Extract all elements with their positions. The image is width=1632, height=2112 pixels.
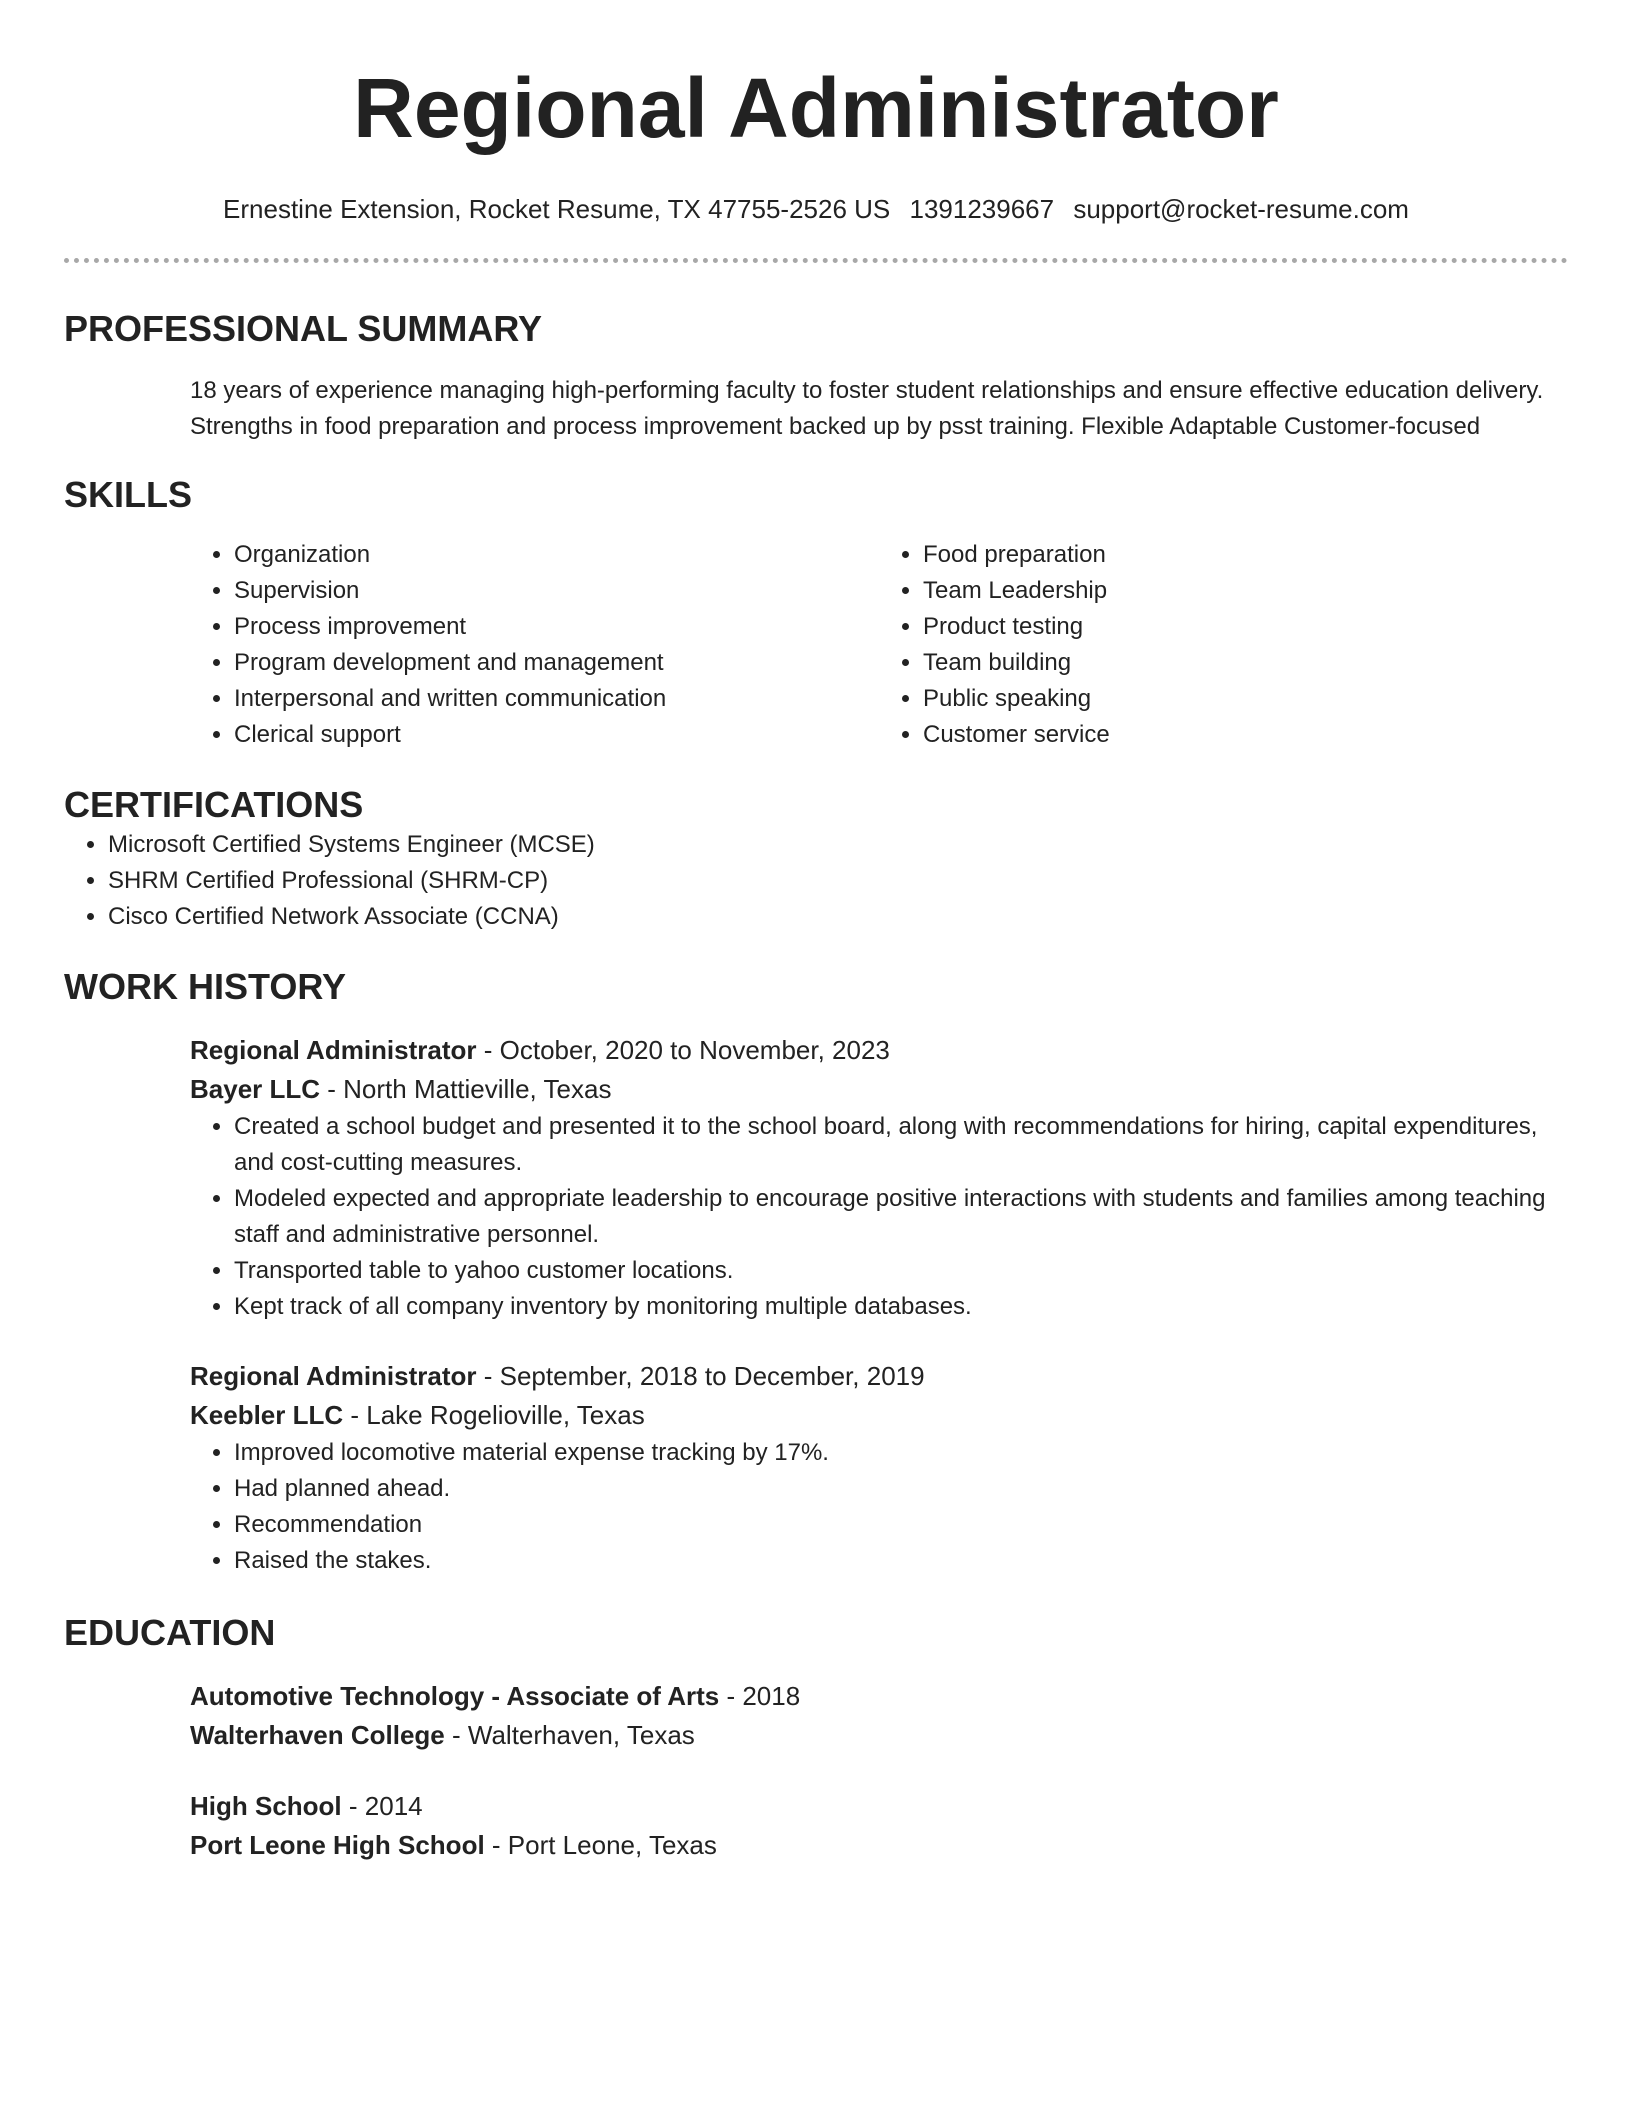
- work-history-heading: WORK HISTORY: [64, 966, 347, 1007]
- job-entry: [190, 1031, 1568, 1325]
- resume-title: Regional Administrator: [353, 61, 1279, 155]
- education-school-line: [190, 1716, 1568, 1755]
- job-bullet: • Recommendation: [234, 1507, 1568, 1543]
- skill-item: • Team building: [923, 645, 1568, 681]
- certifications-list: [64, 827, 1568, 935]
- skill-item: • Product testing: [923, 609, 1568, 645]
- job-company-line: [190, 1070, 1568, 1109]
- certification-item: • Microsoft Certified Systems Engineer (MCSE): [108, 827, 1568, 863]
- education-degree: High School: [190, 1791, 342, 1821]
- job-bullet-list: [190, 1435, 1568, 1579]
- education-year: - 2014: [341, 1791, 423, 1821]
- education-school-line: [190, 1826, 1568, 1865]
- skill-item: • Interpersonal and written communication: [234, 681, 879, 717]
- skill-item: • Organization: [234, 537, 879, 573]
- education-entry: [190, 1787, 1568, 1865]
- skills-heading: SKILLS: [64, 474, 193, 515]
- skill-item: • Process improvement: [234, 609, 879, 645]
- job-title-line: [190, 1031, 1568, 1070]
- certification-item: • Cisco Certified Network Associate (CCNA): [108, 899, 1568, 935]
- education-location: - Walterhaven, Texas: [444, 1720, 695, 1750]
- job-location: - Lake Rogelioville, Texas: [343, 1400, 645, 1430]
- education-school: Port Leone High School: [190, 1830, 485, 1860]
- job-bullet: • Improved locomotive material expense tracking by 17%.: [234, 1435, 1568, 1471]
- education-school: Walterhaven College: [190, 1720, 445, 1750]
- job-dates: - October, 2020 to November, 2023: [476, 1035, 890, 1065]
- job-title: Regional Administrator: [190, 1361, 477, 1391]
- resume-page: [64, 0, 1568, 1865]
- contact-line: [64, 192, 1568, 226]
- job-entry: [190, 1357, 1568, 1579]
- job-bullet-list: [190, 1109, 1568, 1325]
- education-degree: Automotive Technology - Associate of Arts: [190, 1681, 720, 1711]
- skill-item: • Customer service: [923, 717, 1568, 753]
- job-bullet: • Had planned ahead.: [234, 1471, 1568, 1507]
- job-company: Bayer LLC: [190, 1074, 321, 1104]
- education-heading: EDUCATION: [64, 1612, 276, 1653]
- contact-phone: 1391239667: [909, 194, 1055, 224]
- skills-list-right: [879, 537, 1568, 753]
- education-location: - Port Leone, Texas: [484, 1830, 717, 1860]
- skill-item: • Team Leadership: [923, 573, 1568, 609]
- job-bullet: • Raised the stakes.: [234, 1543, 1568, 1579]
- skills-list-left: [190, 537, 879, 753]
- skill-item: • Public speaking: [923, 681, 1568, 717]
- contact-email[interactable]: support@rocket-resume.com: [1073, 194, 1409, 224]
- skills-grid: [190, 537, 1568, 753]
- job-bullet: • Kept track of all company inventory by monitoring multiple databases.: [234, 1289, 1568, 1325]
- job-location: - North Mattieville, Texas: [320, 1074, 612, 1104]
- certification-item: • SHRM Certified Professional (SHRM-CP): [108, 863, 1568, 899]
- education-degree-line: [190, 1677, 1568, 1716]
- job-bullet: • Modeled expected and appropriate leadership to encourage positive interactions with students and families among teaching staff and administrative personnel.: [234, 1181, 1568, 1253]
- job-title-line: [190, 1357, 1568, 1396]
- certifications-heading: CERTIFICATIONS: [64, 784, 364, 825]
- summary-text: 18 years of experience managing high-performing faculty to foster student relationships and ensure effective education delivery. Strengths in food preparation and process improvement backed up by psst training. Flexible Adaptable Customer-focused: [190, 377, 1544, 440]
- education-degree-line: [190, 1787, 1568, 1826]
- education-year: - 2018: [719, 1681, 801, 1711]
- job-dates: - September, 2018 to December, 2019: [476, 1361, 925, 1391]
- job-title: Regional Administrator: [190, 1035, 477, 1065]
- education-entry: [190, 1677, 1568, 1755]
- skill-item: • Supervision: [234, 573, 879, 609]
- skill-item: • Program development and management: [234, 645, 879, 681]
- job-company-line: [190, 1396, 1568, 1435]
- job-bullet: • Transported table to yahoo customer locations.: [234, 1253, 1568, 1289]
- header-divider: [64, 258, 1568, 263]
- job-bullet: • Created a school budget and presented it to the school board, along with recommendations for hiring, capital expenditures, and cost-cutting measures.: [234, 1109, 1568, 1181]
- skill-item: • Food preparation: [923, 537, 1568, 573]
- job-company: Keebler LLC: [190, 1400, 344, 1430]
- summary-heading: PROFESSIONAL SUMMARY: [64, 308, 543, 349]
- skill-item: • Clerical support: [234, 717, 879, 753]
- contact-address: Ernestine Extension, Rocket Resume, TX 47755-2526 US: [223, 194, 891, 224]
